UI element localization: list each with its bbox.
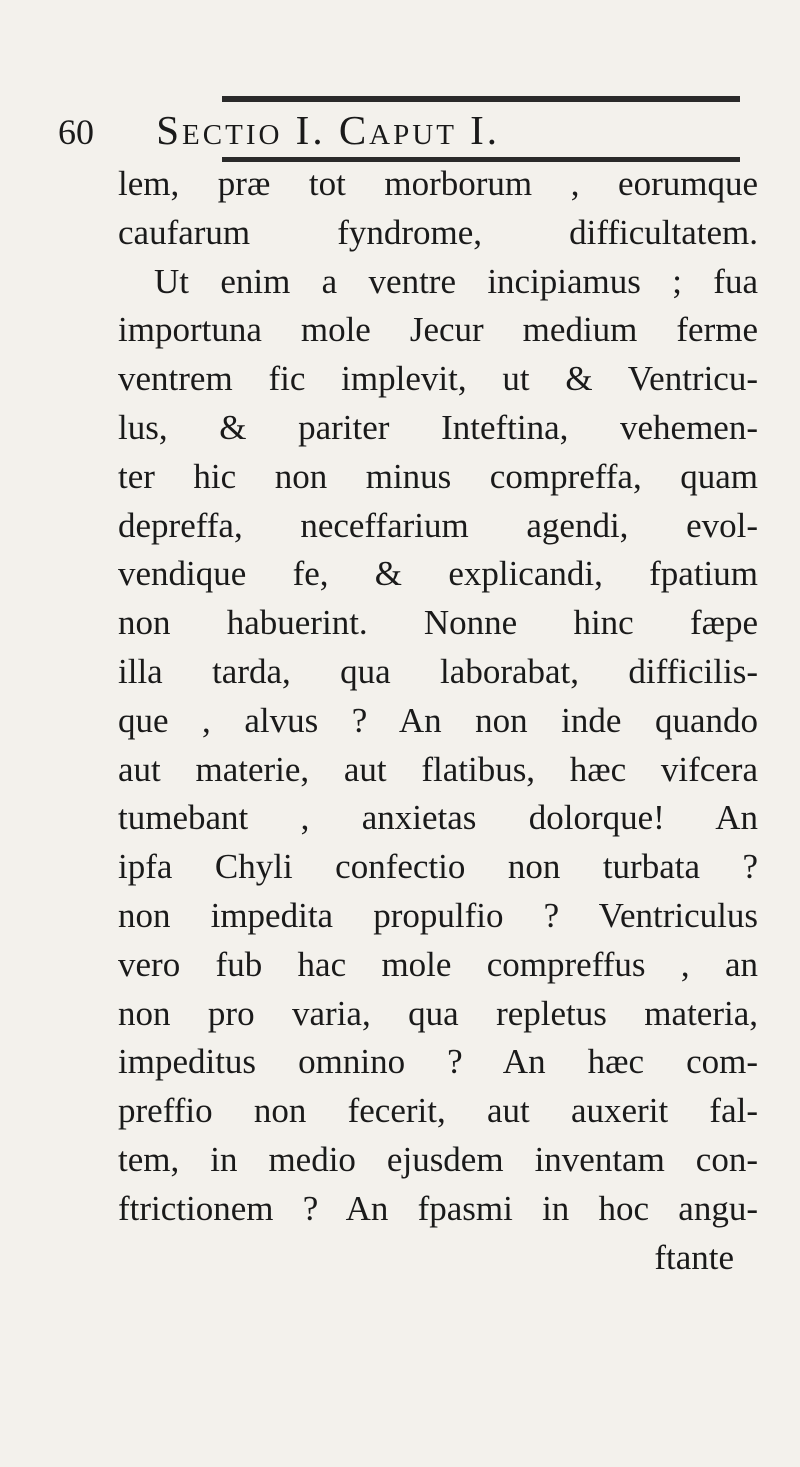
text-line: illa tarda, qua laborabat, difficilis- xyxy=(118,651,758,691)
body-text xyxy=(118,160,758,1282)
text-line: non pro varia, qua repletus materia, xyxy=(118,993,758,1033)
text-line: lus, & pariter Inteftina, vehemen- xyxy=(118,407,758,447)
text-line: lem, præ tot morborum , eorumque xyxy=(118,164,758,203)
text-line: ftrictionem ? An fpasmi in hoc angu- xyxy=(118,1188,758,1228)
text-line: aut materie, aut flatibus, hæc vifcera xyxy=(118,749,758,789)
text-line: caufarum fyndrome, difficultatem. xyxy=(118,212,758,252)
text-line: non habuerint. Nonne hinc fæpe xyxy=(118,603,758,643)
text-line: importuna mole Jecur medium ferme xyxy=(118,310,758,350)
text-line: impeditus omnino ? An hæc com- xyxy=(118,1042,758,1082)
text-line: vero fub hac mole compreffus , an xyxy=(118,944,758,984)
text-line: ter hic non minus compreffa, quam xyxy=(118,456,758,496)
text-line: ipfa Chyli confectio non turbata ? xyxy=(118,847,758,887)
catchword: ftante xyxy=(654,1237,734,1277)
running-head xyxy=(58,104,758,156)
text-line: Ut enim a ventre incipiamus ; fua xyxy=(154,261,758,301)
page-number: 60 xyxy=(58,112,94,152)
text-line: non impedita propulfio ? Ventriculus xyxy=(118,895,758,935)
top-rule xyxy=(222,96,740,102)
text-line: ventrem fic implevit, ut & Ventricu- xyxy=(118,359,758,399)
section-title: Sectio I. Caput I. xyxy=(156,107,501,153)
text-line: depreffa, neceffarium agendi, evol- xyxy=(118,505,758,545)
text-line: que , alvus ? An non inde quando xyxy=(118,700,758,740)
text-line: preffio non fecerit, aut auxerit fal- xyxy=(118,1091,758,1131)
text-line: tumebant , anxietas dolorque! An xyxy=(118,798,758,838)
text-line: vendique fe, & explicandi, fpatium xyxy=(118,554,758,594)
text-line: tem, in medio ejusdem inventam con- xyxy=(118,1139,758,1179)
